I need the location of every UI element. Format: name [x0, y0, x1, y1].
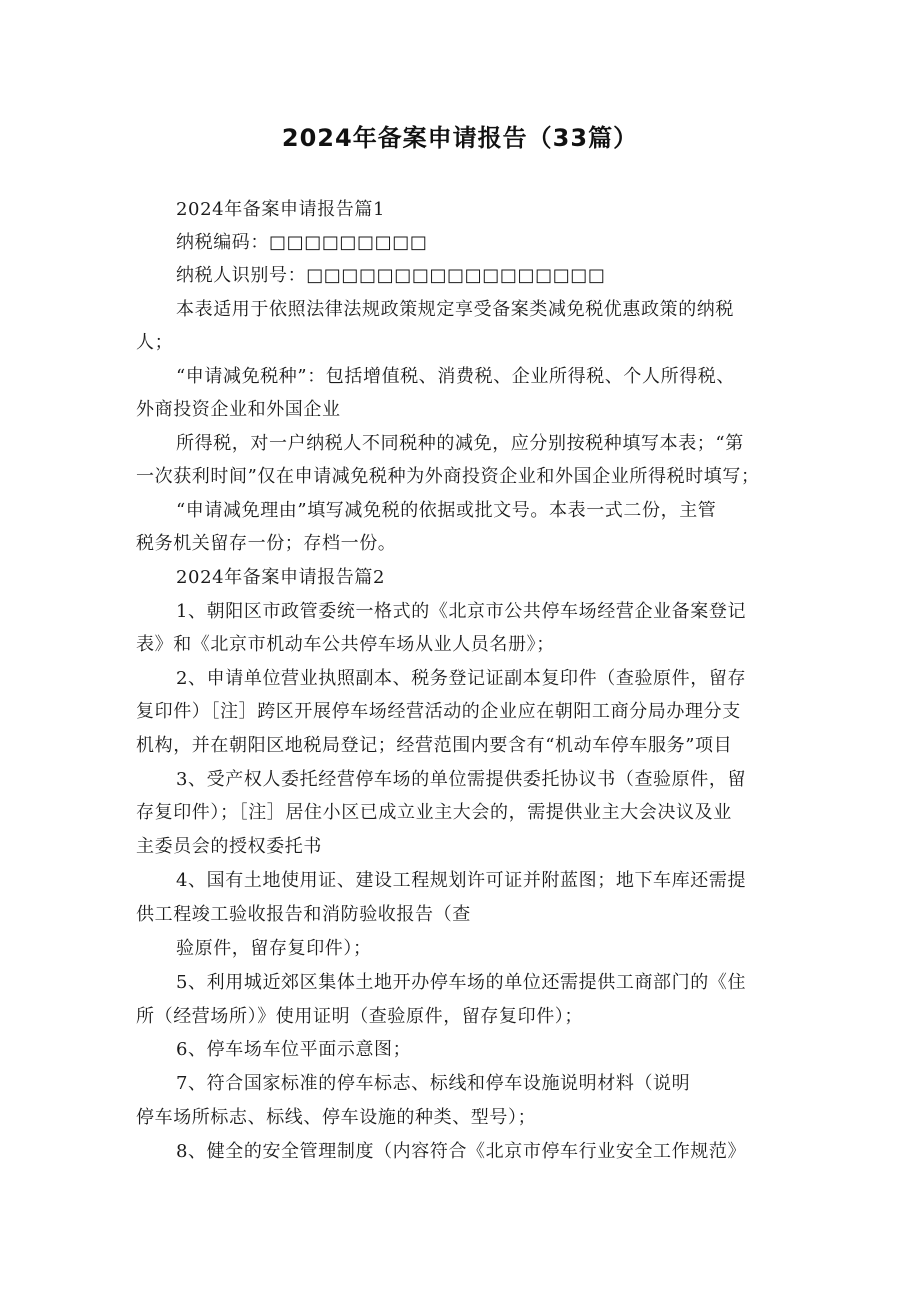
list-item-line: 存复印件）；［注］居住小区已成立业主大会的，需提供业主大会决议及业 [136, 802, 732, 823]
list-item-line: 3、受产权人委托经营停车场的单位需提供委托协议书（查验原件，留 [176, 769, 747, 790]
paragraph-line: 本表适用于依照法律法规政策规定享受备案类减免税优惠政策的纳税 [176, 299, 734, 320]
list-item-line: 验原件，留存复印件）； [176, 938, 372, 959]
list-item-line: 供工程竣工验收报告和消防验收报告（查 [136, 904, 471, 925]
list-item-line: 停车场所标志、标线、停车设施的种类、型号）； [136, 1107, 537, 1128]
list-item-line: 1、朝阳区市政管委统一格式的《北京市公共停车场经营企业备案登记 [176, 601, 747, 622]
list-item-line: 5、利用城近郊区集体土地开办停车场的单位还需提供工商部门的《住 [176, 972, 747, 993]
list-item-line: 机构，并在朝阳区地税局登记；经营范围内要含有“机动车停车服务”项目 [136, 735, 733, 756]
list-item-line: 6、停车场车位平面示意图； [176, 1039, 412, 1060]
document-title: 2024年备案申请报告（33篇） [281, 124, 639, 152]
list-item-line: 7、符合国家标准的停车标志、标线和停车设施说明材料（说明 [176, 1073, 691, 1094]
list-item-line: 所（经营场所）》使用证明（查验原件，留存复印件）； [136, 1006, 583, 1027]
list-item-line: 2、申请单位营业执照副本、税务登记证副本复印件（查验原件，留存 [176, 668, 747, 689]
paragraph-line: 人； [136, 332, 174, 353]
paragraph-line: 所得税，对一户纳税人不同税种的减免，应分别按税种填写本表；“第 [176, 433, 744, 454]
paragraph-line: 一次获利时间”仅在申请减免税种为外商投资企业和外国企业所得税时填写； [136, 466, 760, 487]
list-item-line: 表》和《北京市机动车公共停车场从业人员名册》； [136, 634, 555, 655]
section-heading-1: 2024年备案申请报告篇1 [176, 199, 386, 220]
list-item-line: 4、国有土地使用证、建设工程规划许可证并附蓝图；地下车库还需提 [176, 870, 747, 891]
list-item-line: 8、健全的安全管理制度（内容符合《北京市停车行业安全工作规范》 [176, 1141, 747, 1162]
paragraph-line: “申请减免税种”：包括增值税、消费税、企业所得税、个人所得税、 [176, 366, 736, 387]
section-heading-2: 2024年备案申请报告篇2 [176, 567, 386, 588]
list-item-line: 复印件）［注］跨区开展停车场经营活动的企业应在朝阳工商分局办理分支 [136, 701, 741, 722]
paragraph-line: 税务机关留存一份；存档一份。 [136, 533, 397, 554]
tax-code-line: 纳税编码：□□□□□□□□□ [176, 232, 428, 253]
list-item-line: 主委员会的授权委托书 [136, 836, 322, 857]
paragraph-line: “申请减免理由”填写减免税的依据或批文号。本表一式二份，主管 [176, 500, 717, 521]
paragraph-line: 外商投资企业和外国企业 [136, 399, 341, 420]
taxpayer-id-line: 纳税人识别号：□□□□□□□□□□□□□□□□□ [176, 265, 606, 286]
